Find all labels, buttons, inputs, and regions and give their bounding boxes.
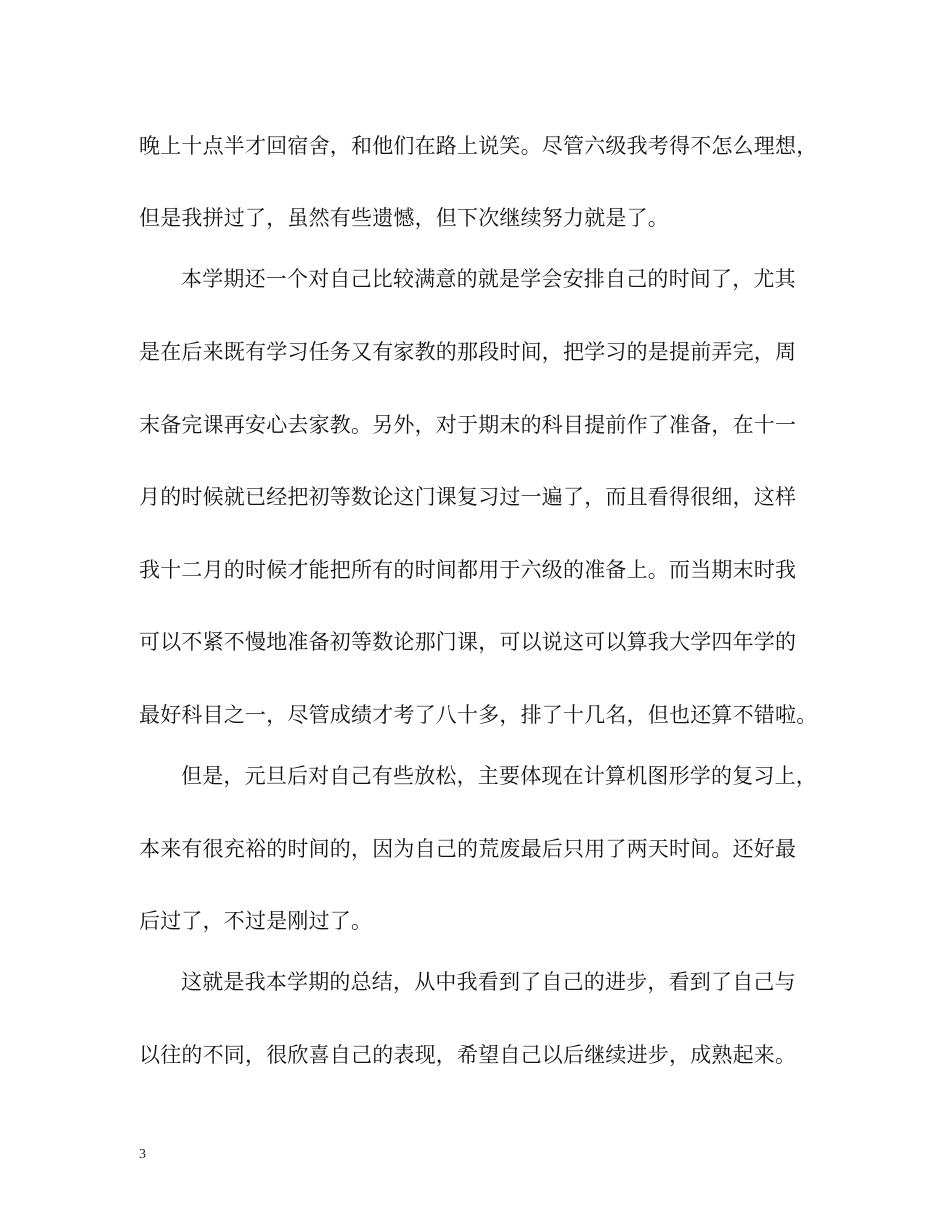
text-line: 月的时候就已经把初等数论这门课复习过一遍了，而且看得很细，这样 (139, 485, 797, 509)
page-number: 3 (139, 1147, 146, 1162)
text-line: 可以不紧不慢地准备初等数论那门课，可以说这可以算我大学四年学的 (139, 630, 797, 654)
text-line: 后过了，不过是刚过了。 (139, 909, 373, 933)
text-line: 但是我拼过了，虽然有些遗憾，但下次继续努力就是了。 (139, 206, 669, 230)
text-line: 本来有很充裕的时间的，因为自己的荒废最后只用了两天时间。还好最 (139, 837, 797, 861)
text-line: 末备完课再安心去家教。另外，对于期末的科目提前作了准备，在十一 (139, 413, 797, 437)
text-line: 晚上十点半才回宿舍，和他们在路上说笑。尽管六级我考得不怎么理想， (139, 134, 818, 158)
text-line: 最好科目之一，尽管成绩才考了八十多，排了十几名，但也还算不错啦。 (139, 703, 818, 727)
paragraph-first-line: 本学期还一个对自己比较满意的就是学会安排自己的时间了，尤其 (181, 267, 796, 291)
text-line: 是在后来既有学习任务又有家教的那段时间，把学习的是提前弄完，周 (139, 340, 797, 364)
text-line: 以往的不同，很欣喜自己的表现，希望自己以后继续进步，成熟起来。 (139, 1043, 797, 1067)
paragraph-first-line: 但是，元旦后对自己有些放松，主要体现在计算机图形学的复习上， (181, 764, 817, 788)
text-line: 我十二月的时候才能把所有的时间都用于六级的准备上。而当期末时我 (139, 558, 797, 582)
paragraph-first-line: 这就是我本学期的总结，从中我看到了自己的进步，看到了自己与 (181, 970, 796, 994)
